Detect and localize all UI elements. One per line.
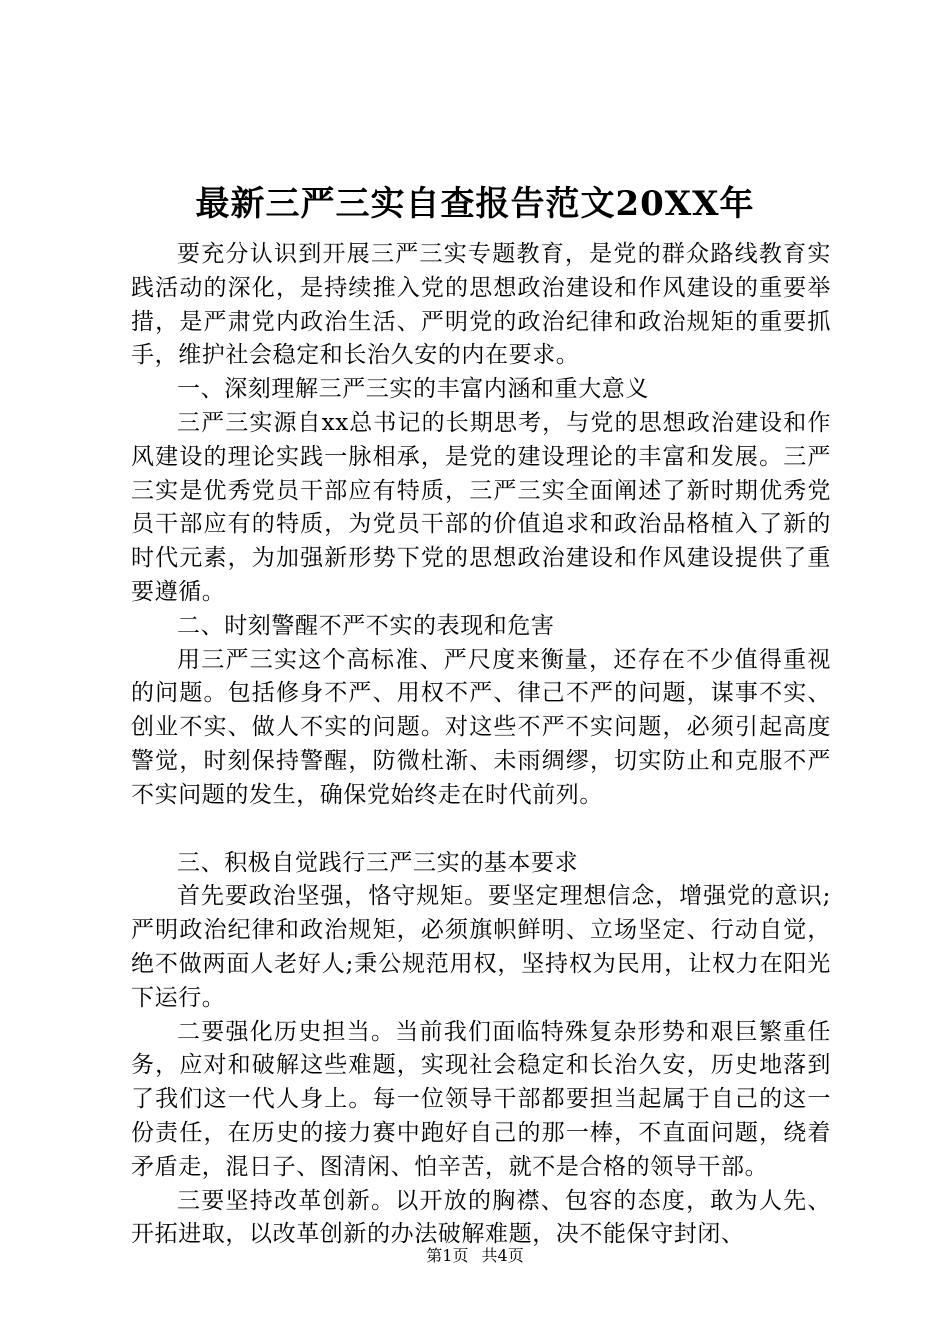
document-title: 最新三严三实自查报告范文20XX年 [195, 184, 755, 224]
paragraph-section-1: 三严三实源自xx总书记的长期思考，与党的思想政治建设和作风建设的理论实践一脉相承，是党的建设理论的丰富和发展。三严三实是优秀党员干部应有特质，三严三实全面阐述了新时期优秀党员干部应有的特质，为党员干部的价值追求和政治品格植入了新的时代元素，为加强新形势下党的思想政治建设和作风建设提供了重要遵循。 [131, 409, 831, 605]
page-total: 共4页 [481, 1246, 524, 1265]
paragraph-requirement-2: 二要强化历史担当。当前我们面临特殊复杂形势和艰巨繁重任务，应对和破解这些难题，实现社会稳定和长治久安，历史地落到了我们这一代人身上。每一位领导干部都要担当起属于自己的这一份责任，在历史的接力赛中跑好自己的那一棒，不直面问题，绕着矛盾走，混日子、图清闲、怕辛苦，就不是合格的领导干部。 [131, 1018, 831, 1180]
paragraph-requirement-1: 首先要政治坚强，恪守规矩。要坚定理想信念，增强党的意识;严明政治纪律和政治规矩，必须旗帜鲜明、立场坚定、行动自觉，绝不做两面人老好人;秉公规范用权，坚持权为民用，让权力在阳光下运行。 [131, 883, 831, 1011]
page-number: 第1页 [426, 1246, 469, 1265]
section-heading-2: 二、时刻警醒不严不实的表现和危害 [177, 612, 555, 639]
paragraph-requirement-3: 三要坚持改革创新。以开放的胸襟、包容的态度，敢为人先、开拓进取，以改革创新的办法破解难题，决不能保守封闭、 [131, 1187, 831, 1248]
section-heading-3: 三、积极自觉践行三严三实的基本要求 [177, 849, 579, 876]
paragraph-intro: 要充分认识到开展三严三实专题教育，是党的群众路线教育实践活动的深化，是持续推入党的思想政治建设和作风建设的重要举措，是严肃党内政治生活、严明党的政治纪律和政治规矩的重要抓手，维护社会稳定和长治久安的内在要求。 [131, 241, 831, 369]
page-footer [0, 1245, 950, 1267]
document-body [131, 238, 831, 1252]
paragraph-section-2: 用三严三实这个高标准、严尺度来衡量，还存在不少值得重视的问题。包括修身不严、用权不严、律己不严的问题，谋事不实、创业不实、做人不实的问题。对这些不严不实问题，必须引起高度警觉，时刻保持警醒，防微杜渐、未雨绸缪，切实防止和克服不严不实问题的发生，确保党始终走在时代前列。 [131, 646, 831, 808]
section-heading-1: 一、深刻理解三严三实的丰富内涵和重大意义 [177, 376, 649, 403]
